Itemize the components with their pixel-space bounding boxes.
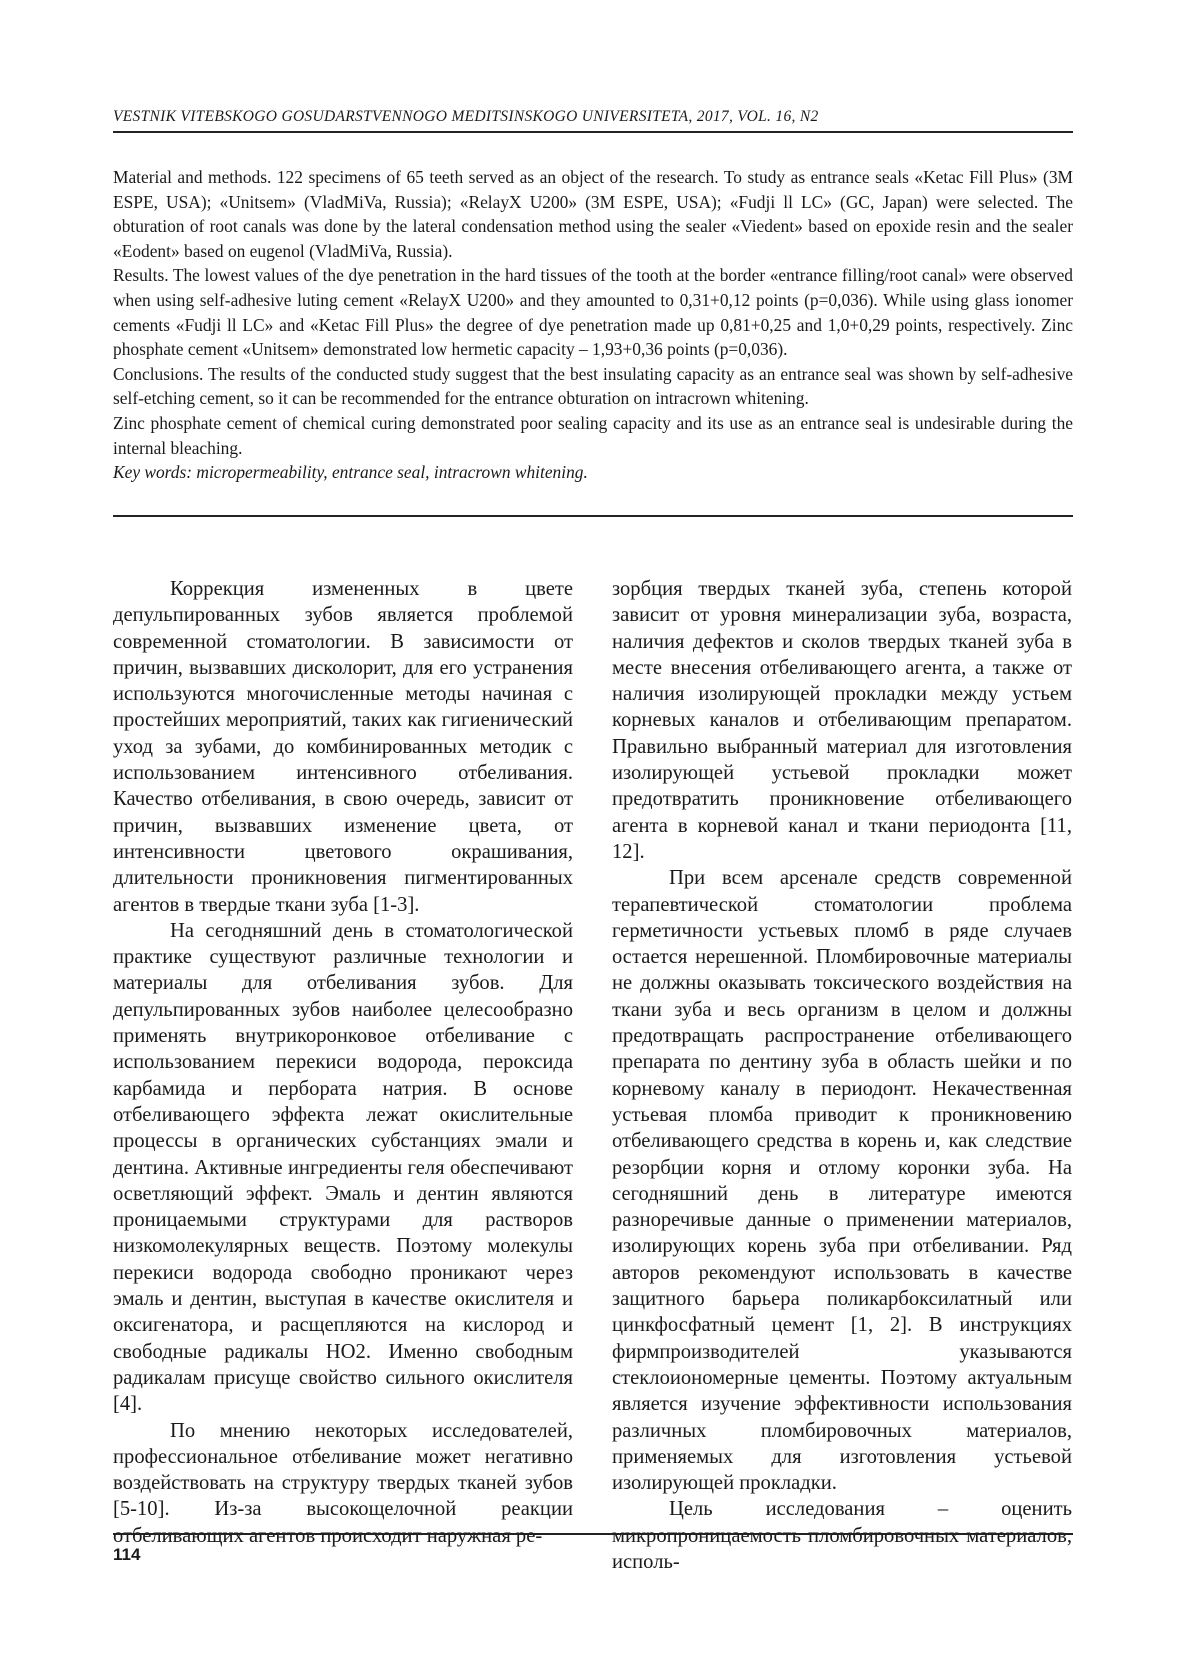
- english-abstract: [113, 165, 1073, 485]
- body-column-left: [113, 576, 573, 1549]
- body-paragraph: Цель исследования – оценить микропроницаемость пломбировочных материалов, исполь-: [612, 1498, 1072, 1573]
- abstract-results: Results. The lowest values of the dye penetration in the hard tissues of the tooth at the border «entrance filling/root canal» were observed when using self-adhesive luting cement «RelayX U200» and they amounted to 0,31+0,12 points (p=0,036). While using glass ionomer cements «Fudji ll LC» and «Ketac Fill Plus» the degree of dye penetration made up 0,81+0,25 and 1,0+0,29 points, respectively. Zinc phosphate cement «Unitsem» demonstrated low hermetic capacity – 1,93+0,36 points (p=0,036).: [113, 265, 1073, 360]
- footer-rule: [113, 1533, 1073, 1535]
- body-paragraph: Коррекция измененных в цвете депульпированных зубов является проблемой современной стоматологии. В зависимости от причин, вызвавших дисколорит, для его устранения используются многочисленные методы начиная с простейших мероприятий, таких как гигиенический уход за зубами, до комбинированных методик с использованием интенсивного отбеливания. Качество отбеливания, в свою очередь, зависит от причин, вызвавших изменение цвета, от интенсивности цветового окрашивания, длительности проникновения пигментированных агентов в твердые ткани зуба [1-3].: [113, 578, 573, 916]
- abstract-rule: [113, 515, 1073, 517]
- body-paragraph: При всем арсенале средств современной терапевтической стоматологии проблема герметичности устьевых пломб в ряде случаев остается нерешенной. Пломбировочные материалы не должны оказывать токсического воздействия на ткани зуба и весь организм в целом и должны предотвращать распространение отбеливающего препарата по дентину зуба в область шейки и по корневому каналу в периодонт. Некачественная устьевая пломба приводит к проникновению отбеливающего средства в корень и, как следствие резорбции корня и отлому коронки зуба. На сегодняшний день в литературе имеются разноречивые данные о применении материалов, изолирующих корень зуба при отбеливании. Ряд авторов рекомендуют использовать в качестве защитного барьера поликарбоксилатный или цинкфосфатный цемент [1, 2]. В инструкциях фирмпроизводителей указываются стеклоиономерные цементы. Поэтому актуальным является изучение эффективности использования различных пломбировочных материалов, применяемых для изготовления устьевой изолирующей прокладки.: [612, 867, 1072, 1495]
- abstract-material-methods: Material and methods. 122 specimens of 65 teeth served as an object of the research. To study as entrance seals «Ketac Fill Plus» (3M ESPE, USA); «Unitsem» (VladMiVa, Russia); «RelayX U200» (3M ESPE, USA); «Fudji ll LC» (GC, Japan) were selected. The obturation of root canals was done by the lateral condensation method using the sealer «Viedent» based on epoxide resin and the sealer «Eodent» based on eugenol (VladMiVa, Russia).: [113, 167, 1073, 261]
- body-column-right: [612, 576, 1072, 1575]
- body-paragraph: По мнению некоторых исследователей, профессиональное отбеливание может негативно воздействовать на структуру твердых тканей зубов [5-10]. Из-за высокощелочной реакции отбеливающих агентов происходит наружная ре-: [113, 1419, 573, 1547]
- abstract-zinc-note: Zinc phosphate cement of chemical curing demonstrated poor sealing capacity and its use as an entrance seal is undesirable during the internal bleaching.: [113, 412, 1073, 458]
- page-number: 114: [113, 1545, 141, 1564]
- abstract-keywords: Key words: micropermeability, entrance seal, intracrown whitening.: [113, 462, 588, 483]
- abstract-conclusions: Conclusions. The results of the conducted study suggest that the best insulating capacity as an entrance seal was shown by self-adhesive self-etching cement, so it can be recommended for the entrance obturation on intracrown whitening.: [113, 363, 1073, 409]
- journal-running-header: VESTNIK VITEBSKOGO GOSUDARSTVENNOGO MEDITSINSKOGO UNIVERSITETA, 2017, VOL. 16, N2: [113, 108, 819, 125]
- header-rule: [113, 131, 1073, 133]
- body-paragraph-continued: зорбция твердых тканей зуба, степень которой зависит от уровня минерализации зуба, возраста, наличия дефектов и сколов твердых тканей зуба в месте внесения отбеливающего агента, а также от наличия изолирующей прокладки между устьем корневых каналов и отбеливающим препаратом. Правильно выбранный материал для изготовления изолирующей устьевой прокладки может предотвратить проникновение отбеливающего агента в корневой канал и ткани периодонта [11, 12].: [612, 578, 1072, 863]
- body-paragraph: На сегодняшний день в стоматологической практике существуют различные технологии и материалы для отбеливания зубов. Для депульпированных зубов наиболее целесообразно применять внутрикоронковое отбеливание с использованием перекиси водорода, пероксида карбамида и пербората натрия. В основе отбеливающего эффекта лежат окислительные процессы в органических субстанциях эмали и дентина. Активные ингредиенты геля обеспечивают осветляющий эффект. Эмаль и дентин являются проницаемыми структурами для растворов низкомолекулярных веществ. Поэтому молекулы перекиси водорода свободно проникают через эмаль и дентин, выступая в качестве окислителя и оксигенатора, и расщепляются на кислород и свободные радикалы HO2. Именно свободным радикалам присуще свойство сильного окислителя [4].: [113, 919, 573, 1416]
